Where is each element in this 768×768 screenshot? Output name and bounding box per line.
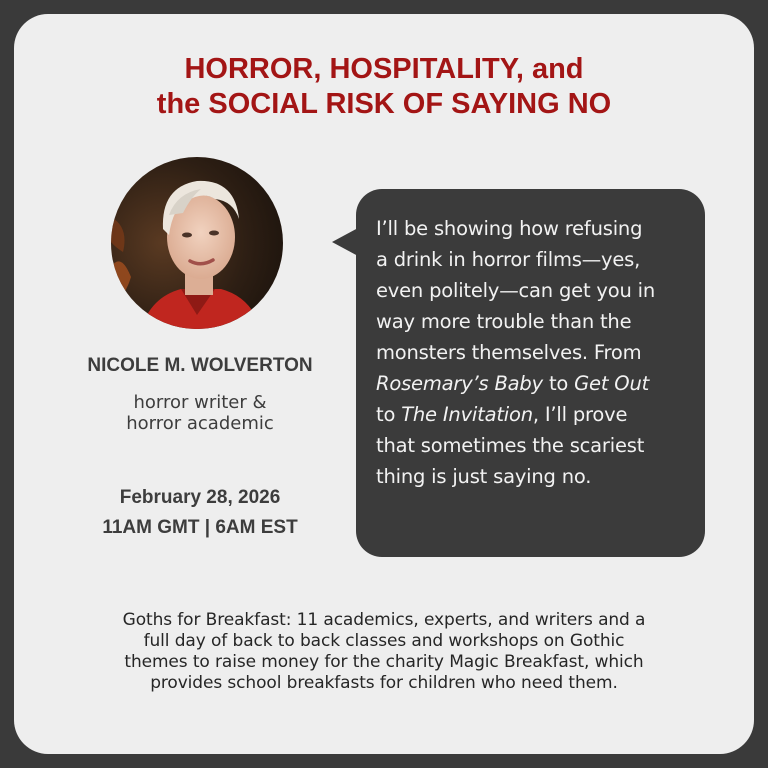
footer-line: full day of back to back classes and workshops on Gothic <box>143 631 625 651</box>
speaker-role-line-1: horror writer & <box>133 392 267 413</box>
event-datetime <box>40 483 360 543</box>
event-title <box>0 52 768 122</box>
quote-line <box>376 368 696 399</box>
quote-line: even politely—can get you in <box>376 279 655 302</box>
quote-line: thing is just saying no. <box>376 465 592 488</box>
quote-line: a drink in horror films—yes, <box>376 248 641 271</box>
speaker-photo <box>111 157 283 329</box>
event-date: February 28, 2026 <box>119 487 281 508</box>
footer-line: Goths for Breakfast: 11 academics, experts, and writers and a <box>122 610 646 630</box>
quote-line: that sometimes the scariest <box>376 434 645 457</box>
quote-line: I’ll be showing how refusing <box>376 217 643 240</box>
quote-line <box>376 399 696 430</box>
speaker-role-line-2: horror academic <box>126 413 274 434</box>
footer-line: provides school breakfasts for children who need them. <box>150 673 618 693</box>
quote-text <box>376 213 696 492</box>
title-line-1: HORROR, HOSPITALITY, and <box>184 53 584 85</box>
quote-line: monsters themselves. From <box>376 341 642 364</box>
quote-line: way more trouble than the <box>376 310 632 333</box>
speaker-name: NICOLE M. WOLVERTON <box>87 355 313 376</box>
quote-connector: to <box>542 372 575 395</box>
title-line-2: the SOCIAL RISK OF SAYING NO <box>156 88 612 120</box>
film-title-the-invitation: The Invitation <box>401 403 533 426</box>
event-description <box>40 610 728 694</box>
event-time: 11AM GMT | 6AM EST <box>102 517 298 538</box>
film-title-get-out: Get Out <box>574 372 650 395</box>
quote-connector: to <box>376 403 402 426</box>
speaker-role <box>40 392 360 434</box>
speech-bubble-tail <box>332 228 358 256</box>
quote-segment: , I’ll prove <box>532 403 628 426</box>
film-title-rosemarys-baby: Rosemary’s Baby <box>376 372 543 395</box>
footer-line: themes to raise money for the charity Magic Breakfast, which <box>124 652 644 672</box>
speech-bubble <box>356 189 705 557</box>
speaker-portrait-image <box>111 157 283 329</box>
